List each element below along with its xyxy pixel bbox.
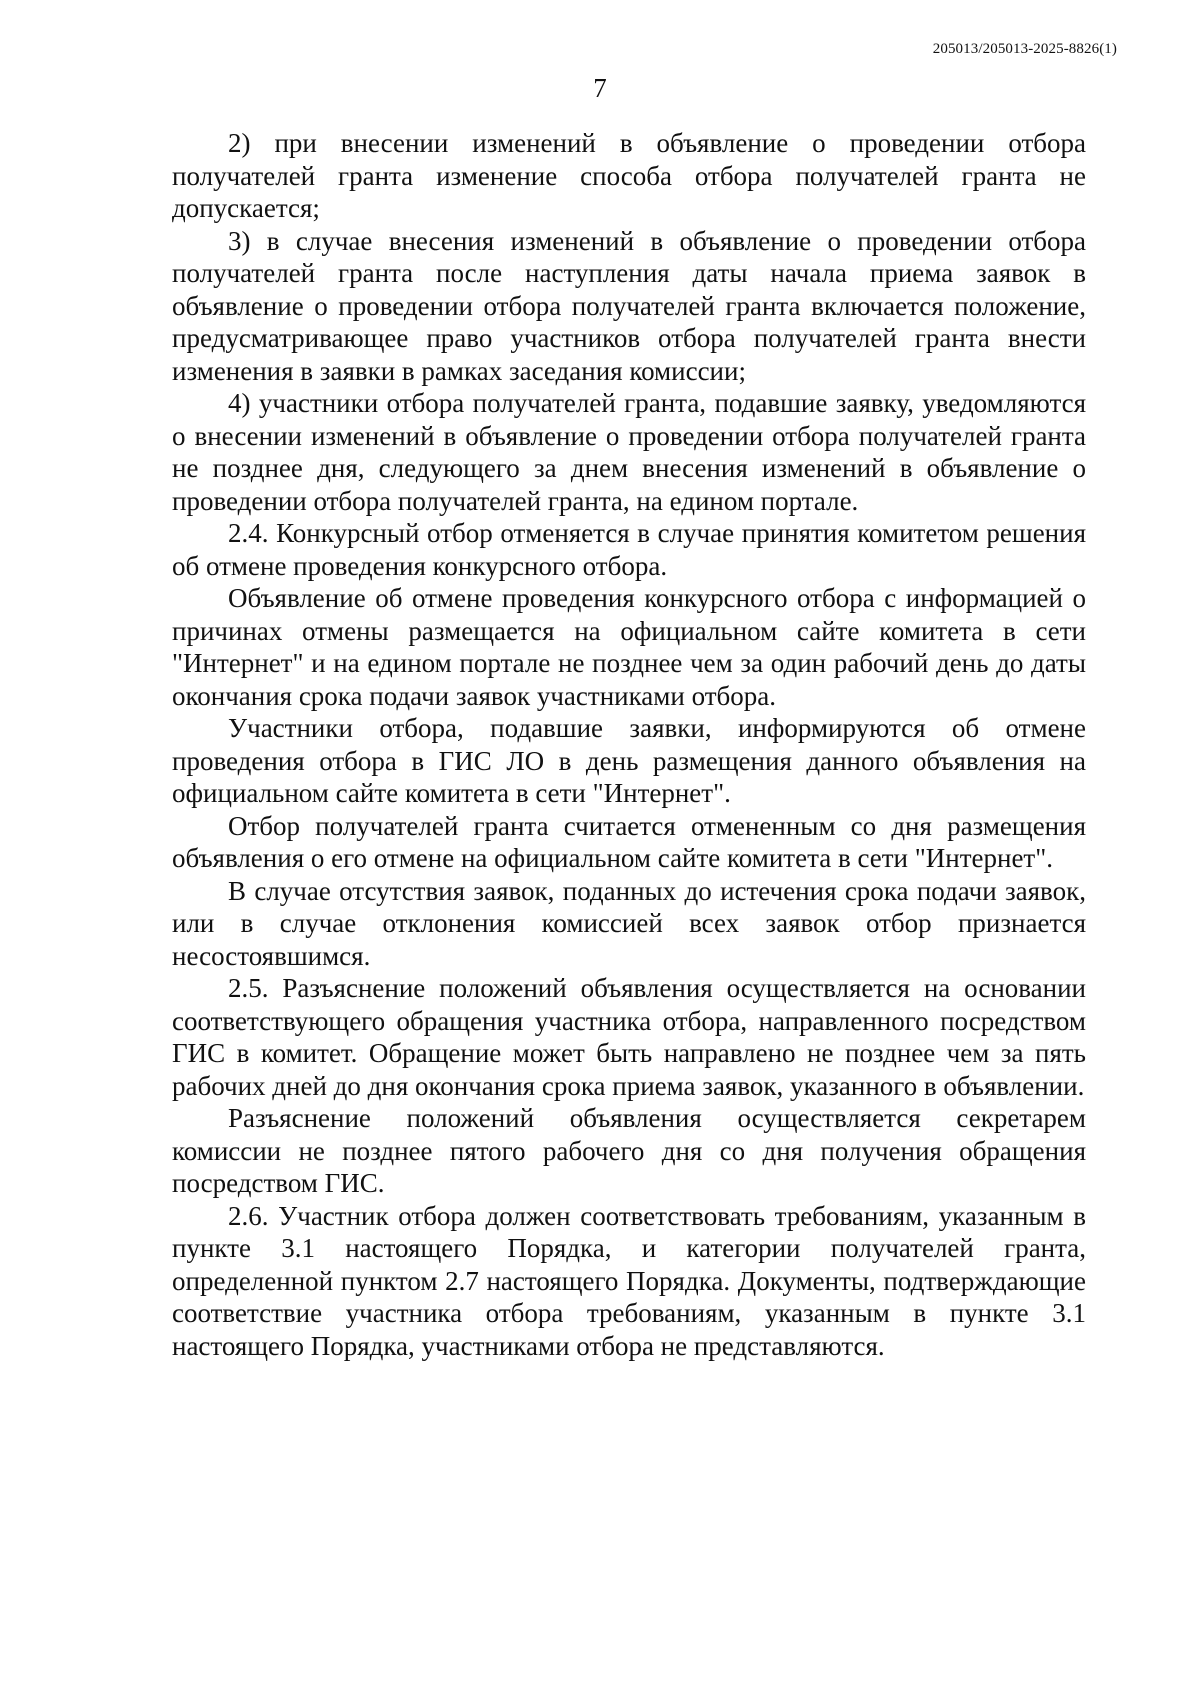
paragraph-cancellation-announcement: Объявление об отмене проведения конкурсного отбора с информацией о причинах отмены размещается на официальном сайте комитета в сети "Интернет" и на едином портале не позднее чем за один рабочий день до даты окончания срока подачи заявок участниками отбора.	[172, 583, 1086, 711]
paragraph-2-5-clarification: 2.5. Разъяснение положений объявления осуществляется на основании соответствующего обращения участника отбора, направленного посредством ГИС в комитет. Обращение может быть направлено не позднее чем за пять рабочих дней до дня окончания срока приема заявок, указанного в объявлении.	[172, 973, 1086, 1101]
page-number: 7	[593, 73, 607, 103]
paragraph-item-2-no-change-of-method: 2) при внесении изменений в объявление о проведении отбора получателей гранта изменение способа отбора получателей гранта не допускается;	[172, 128, 1086, 223]
paragraph-clarification-secretary: Разъяснение положений объявления осуществляется секретарем комиссии не позднее пятого рабочего дня со дня получения обращения посредством ГИС.	[172, 1103, 1086, 1198]
document-body	[172, 127, 1086, 1362]
paragraph-2-4-cancellation: 2.4. Конкурсный отбор отменяется в случае принятия комитетом решения об отмене проведения конкурсного отбора.	[172, 518, 1086, 581]
paragraph-2-6-requirements: 2.6. Участник отбора должен соответствовать требованиям, указанным в пункте 3.1 настоящего Порядка, и категории получателей гранта, определенной пунктом 2.7 настоящего Порядка. Документы, подтверждающие соответствие участника отбора требованиям, указанным в пункте 3.1 настоящего Порядка, участниками отбора не представляются.	[172, 1200, 1086, 1361]
paragraph-failed-selection: В случае отсутствия заявок, поданных до истечения срока подачи заявок, или в случае отклонения комиссией всех заявок отбор признается несостоявшимся.	[172, 875, 1086, 971]
paragraph-item-4-notification: 4) участники отбора получателей гранта, подавшие заявку, уведомляются о внесении изменений в объявление о проведении отбора получателей гранта не позднее дня, следующего за днем внесения изменений в объявление о проведении отбора получателей гранта, на едином портале.	[172, 388, 1086, 516]
paragraph-participants-informed: Участники отбора, подавшие заявки, информируются об отмене проведения отбора в ГИС ЛО в день размещения данного объявления на официальном сайте комитета в сети "Интернет".	[172, 713, 1086, 808]
document-id: 205013/205013-2025-8826(1)	[932, 41, 1117, 57]
paragraph-cancellation-effective: Отбор получателей гранта считается отмененным со дня размещения объявления о его отмене на официальном сайте комитета в сети "Интернет".	[172, 810, 1086, 873]
paragraph-item-3-changes-after-start: 3) в случае внесения изменений в объявление о проведении отбора получателей гранта после наступления даты начала приема заявок в объявление о проведении отбора получателей гранта включается положение, предусматривающее право участников отбора получателей гранта внести изменения в заявки в рамках заседания комиссии;	[172, 225, 1086, 386]
